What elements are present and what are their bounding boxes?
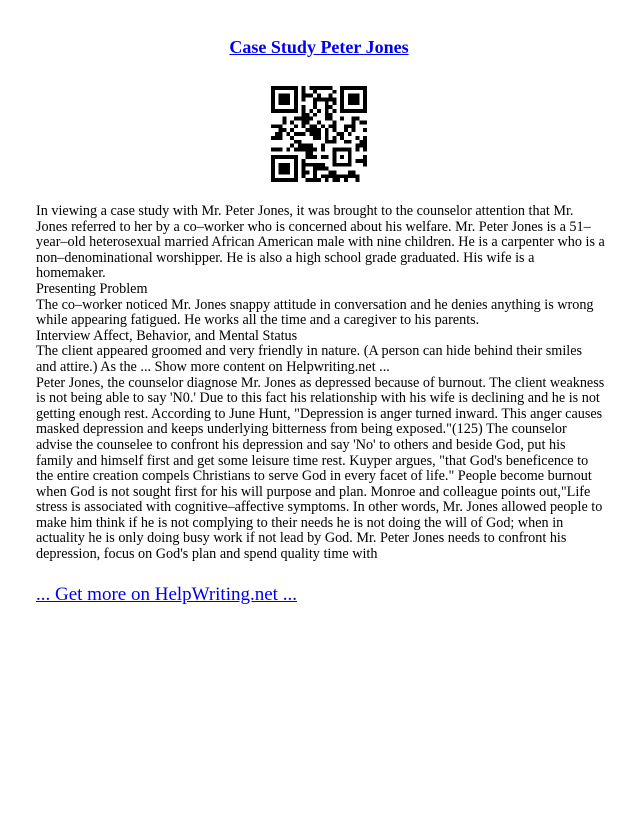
paragraph-diagnosis: Peter Jones, the counselor diagnose Mr. Jones as depressed because of burnout. The client weakness is not being able to say 'N0.' Due to this fact his relationship with his wife is declining and he is not getting enough rest. According to June Hunt, "Depression is anger turned inward. This anger causes masked depression and keeps underlying bitterness from being exposed."(125) The counselor advise the counselee to confront his depression and say 'No' to others and beside God, put his family and himself first and get some leisure time rest. Kuyper argues, "that God's beneficence to the entire creation compels Christians to serve God in every facet of life." People become burnout when God is not sought first for his will purpose and plan. Monroe and colleague points out,"Life stress is associated with cognitive–affective symptoms. In other words, Mr. Jones allowed people to make him think if he is not complying to their needs he is not doing the will of God; when in actuality he is only doing busy work if not lead by God. Mr. Peter Jones needs to confront his depression, focus on God's plan and spend quality time with xyxy=(36,374,605,563)
paragraph-problem: The co–worker noticed Mr. Jones snappy attitude in conversation and he denies anything is wrong while appearing fatigued. He works all the time and a caregiver to his parents. xyxy=(36,296,594,329)
page-title xyxy=(0,37,638,58)
title-link[interactable]: Case Study Peter Jones xyxy=(229,37,409,57)
heading-presenting-problem: Presenting Problem xyxy=(36,280,148,297)
qr-code-icon xyxy=(271,86,367,182)
article-body xyxy=(36,204,606,563)
more-link-container xyxy=(36,584,297,606)
get-more-link[interactable]: ... Get more on HelpWriting.net ... xyxy=(36,584,297,605)
heading-interview: Interview Affect, Behavior, and Mental Status xyxy=(36,327,298,344)
paragraph-interview: The client appeared groomed and very friendly in nature. (A person can hide behind their smiles and attire.) As the ... Show more content on Helpwriting.net ... xyxy=(36,343,583,375)
paragraph-intro: In viewing a case study with Mr. Peter Jones, it was brought to the counselor attention that Mr. Jones referred to her by a co–worker who is concerned about his welfare. Mr. Peter Jones is a 51–year–old heterosexual married African American male with nine children. He is a carpenter who is a non–denominational worshipper. He is also a high school grade graduated. His wife is a homemaker. xyxy=(36,203,605,282)
